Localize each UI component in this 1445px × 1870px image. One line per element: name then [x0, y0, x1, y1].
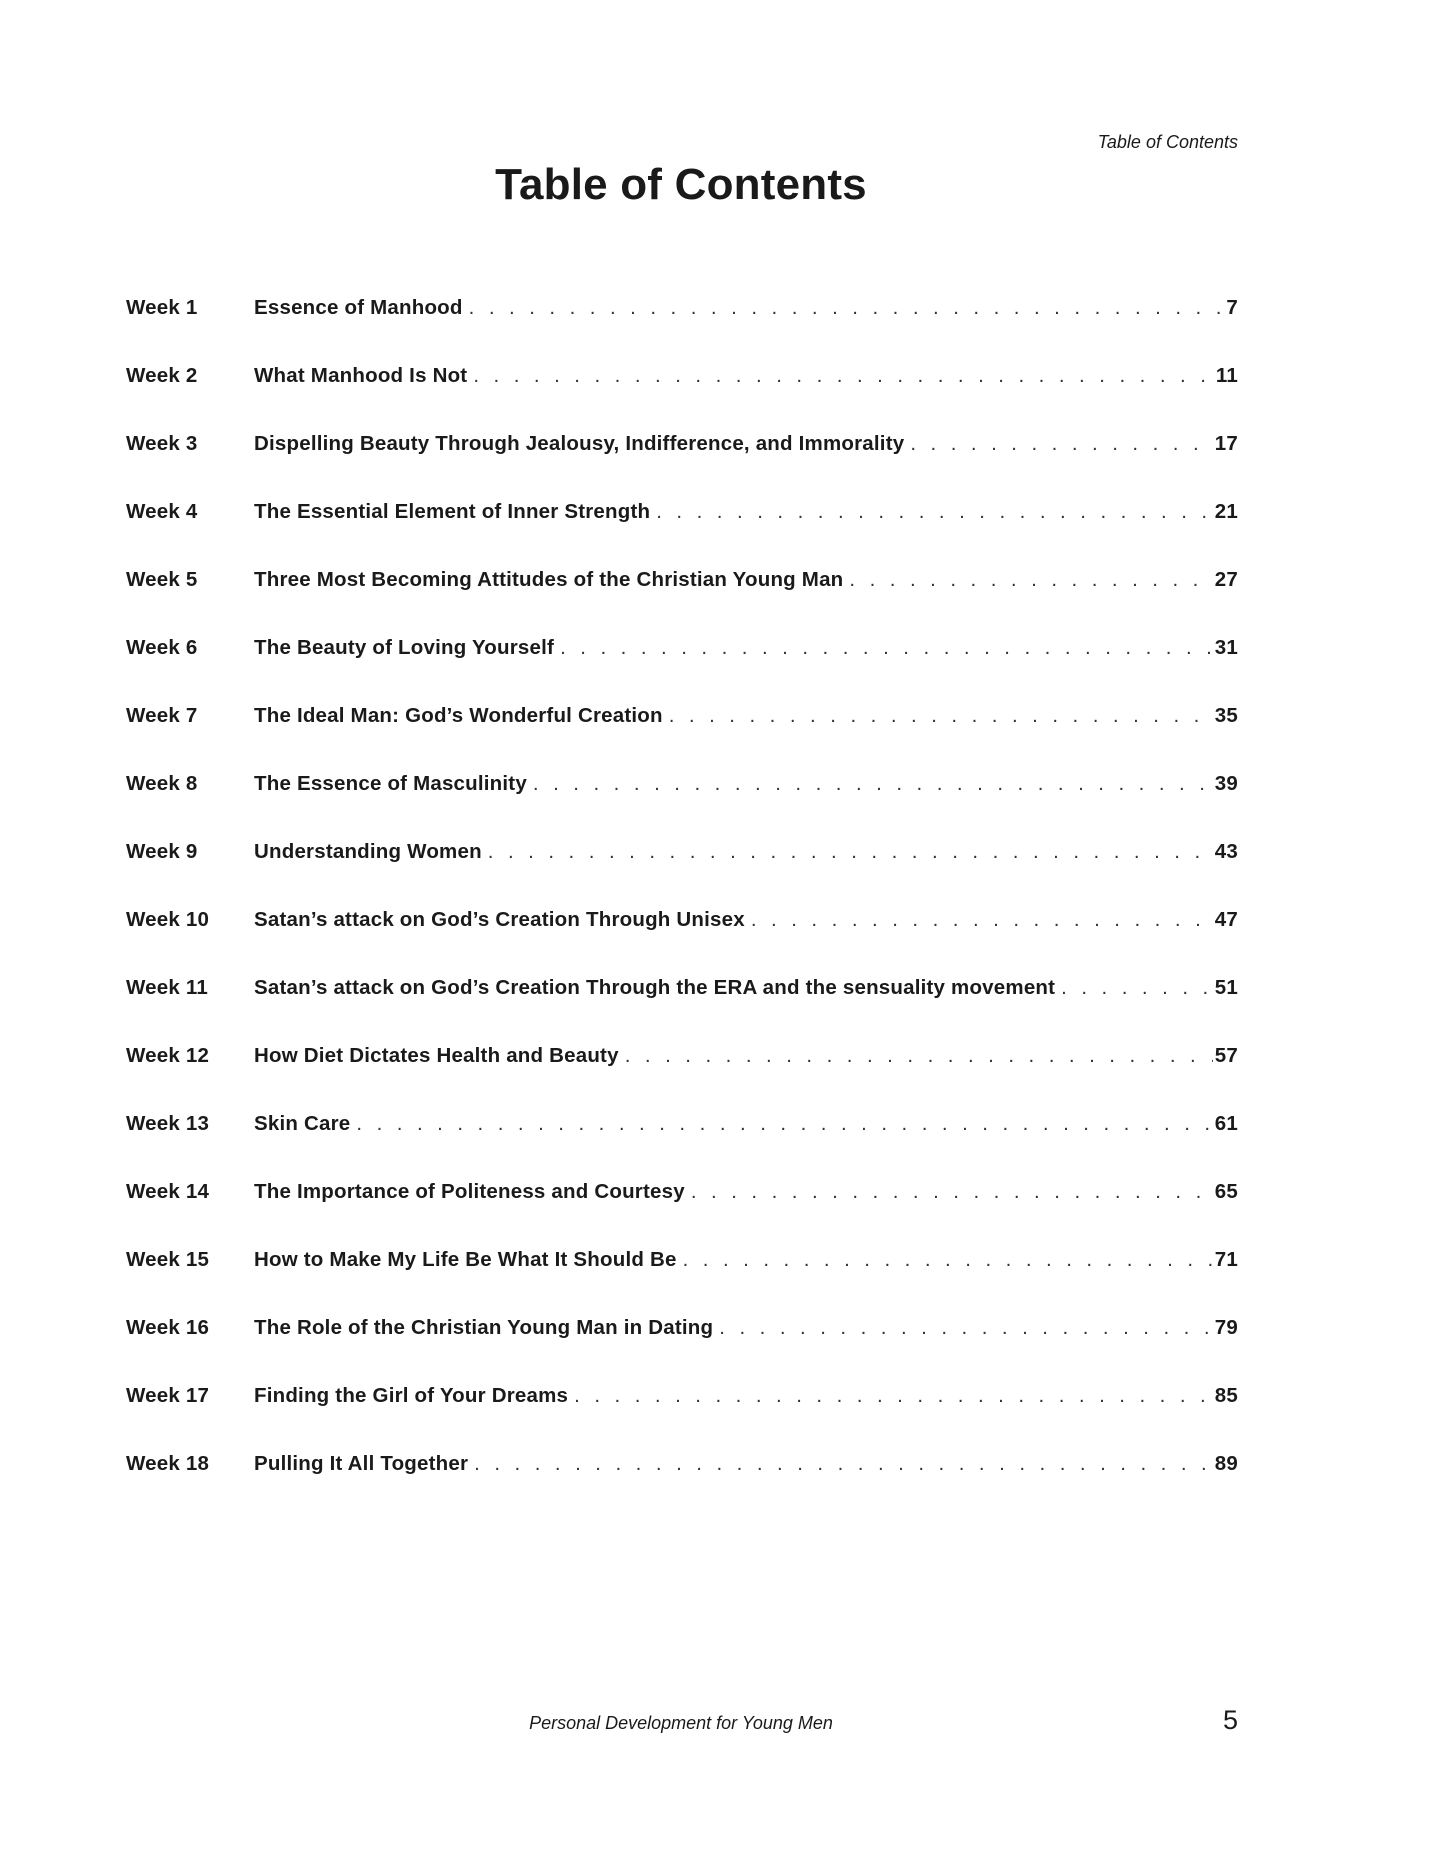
- toc-page-number: 51: [1214, 976, 1238, 999]
- toc-week-label: Week 9: [126, 840, 198, 863]
- toc-entry-title: Understanding Women: [254, 840, 482, 863]
- toc-week-label: Week 14: [126, 1180, 210, 1203]
- toc-page-number: 57: [1214, 1044, 1238, 1067]
- toc-entry-title: Dispelling Beauty Through Jealousy, Indifference, and Immorality: [254, 432, 905, 455]
- toc-page-number: 47: [1214, 908, 1238, 931]
- dot-leader: [560, 636, 1213, 660]
- toc-page-number: 89: [1214, 1452, 1238, 1475]
- toc-week-label: Week 5: [126, 568, 198, 591]
- toc-page-number: 65: [1214, 1180, 1238, 1203]
- toc-entry-title: Finding the Girl of Your Dreams: [254, 1384, 569, 1407]
- toc-entry-title: Skin Care: [254, 1112, 351, 1135]
- toc-entry: [126, 908, 1238, 976]
- toc-week-label: Week 7: [126, 704, 198, 727]
- dot-leader: [469, 296, 1225, 320]
- toc-page-number: 85: [1214, 1384, 1238, 1407]
- page-number: 5: [1222, 1705, 1238, 1735]
- toc-entry: [126, 1452, 1238, 1520]
- toc-entry-title: Satan’s attack on God’s Creation Through Unisex: [254, 908, 745, 931]
- dot-leader: [691, 1180, 1213, 1204]
- toc-entry: [126, 976, 1238, 1044]
- toc-week-label: Week 16: [126, 1316, 210, 1339]
- toc-week-label: Week 13: [126, 1112, 210, 1135]
- toc-list: [126, 296, 1238, 1520]
- toc-week-label: Week 8: [126, 772, 198, 795]
- toc-entry: [126, 1180, 1238, 1248]
- toc-entry-title: The Role of the Christian Young Man in Dating: [254, 1316, 714, 1339]
- toc-entry-title: The Beauty of Loving Yourself: [254, 636, 555, 659]
- toc-entry-title: The Essential Element of Inner Strength: [254, 500, 651, 523]
- toc-entry-title: Pulling It All Together: [254, 1452, 469, 1475]
- toc-entry-title: What Manhood Is Not: [254, 364, 468, 387]
- dot-leader: [669, 704, 1213, 728]
- toc-week-label: Week 11: [126, 976, 208, 999]
- dot-leader: [683, 1248, 1213, 1272]
- toc-entry: [126, 772, 1238, 840]
- dot-leader: [473, 364, 1214, 388]
- dot-leader: [719, 1316, 1213, 1340]
- toc-page-number: 39: [1214, 772, 1238, 795]
- dot-leader: [574, 1384, 1213, 1408]
- toc-week-label: Week 15: [126, 1248, 210, 1271]
- dot-leader: [356, 1112, 1212, 1136]
- toc-entry: [126, 1044, 1238, 1112]
- toc-week-label: Week 18: [126, 1452, 210, 1475]
- page-title: Table of Contents: [495, 160, 867, 209]
- toc-week-label: Week 6: [126, 636, 198, 659]
- toc-week-label: Week 12: [126, 1044, 210, 1067]
- toc-week-label: Week 1: [126, 296, 198, 319]
- toc-entry-title: How Diet Dictates Health and Beauty: [254, 1044, 619, 1067]
- toc-week-label: Week 17: [126, 1384, 210, 1407]
- toc-page-number: 71: [1214, 1248, 1238, 1271]
- toc-entry-title: Satan’s attack on God’s Creation Through the ERA and the sensuality movement: [254, 976, 1056, 999]
- toc-week-label: Week 10: [126, 908, 210, 931]
- toc-entry-title: The Essence of Masculinity: [254, 772, 527, 795]
- toc-page-number: 61: [1214, 1112, 1238, 1135]
- toc-entry: [126, 704, 1238, 772]
- toc-page-number: 17: [1214, 432, 1238, 455]
- toc-entry: [126, 1248, 1238, 1316]
- toc-entry: [126, 1112, 1238, 1180]
- toc-page-number: 11: [1215, 364, 1238, 387]
- footer-book-title: Personal Development for Young Men: [529, 1713, 833, 1733]
- toc-entry: [126, 364, 1238, 432]
- toc-entry: [126, 432, 1238, 500]
- toc-page-number: 7: [1226, 296, 1238, 319]
- dot-leader: [625, 1044, 1213, 1068]
- toc-entry: [126, 296, 1238, 364]
- dot-leader: [849, 568, 1212, 592]
- toc-page-number: 35: [1214, 704, 1238, 727]
- toc-week-label: Week 4: [126, 500, 198, 523]
- toc-entry: [126, 636, 1238, 704]
- dot-leader: [488, 840, 1213, 864]
- toc-page-number: 21: [1214, 500, 1238, 523]
- toc-entry-title: The Importance of Politeness and Courtesy: [254, 1180, 685, 1203]
- toc-entry-title: How to Make My Life Be What It Should Be: [254, 1248, 677, 1271]
- toc-entry: [126, 840, 1238, 908]
- toc-entry: [126, 568, 1238, 636]
- toc-entry: [126, 500, 1238, 568]
- dot-leader: [751, 908, 1213, 932]
- dot-leader: [474, 1452, 1213, 1476]
- toc-week-label: Week 3: [126, 432, 198, 455]
- dot-leader: [1061, 976, 1213, 1000]
- toc-page-number: 79: [1214, 1316, 1238, 1339]
- toc-week-label: Week 2: [126, 364, 198, 387]
- dot-leader: [910, 432, 1212, 456]
- toc-entry-title: The Ideal Man: God’s Wonderful Creation: [254, 704, 663, 727]
- toc-entry: [126, 1316, 1238, 1384]
- toc-page-number: 31: [1214, 636, 1238, 659]
- toc-entry-title: Essence of Manhood: [254, 296, 463, 319]
- toc-entry-title: Three Most Becoming Attitudes of the Christian Young Man: [254, 568, 844, 591]
- dot-leader: [533, 772, 1213, 796]
- toc-page-number: 27: [1214, 568, 1238, 591]
- running-head: Table of Contents: [1097, 132, 1238, 152]
- toc-entry: [126, 1384, 1238, 1452]
- dot-leader: [656, 500, 1213, 524]
- toc-page-number: 43: [1214, 840, 1238, 863]
